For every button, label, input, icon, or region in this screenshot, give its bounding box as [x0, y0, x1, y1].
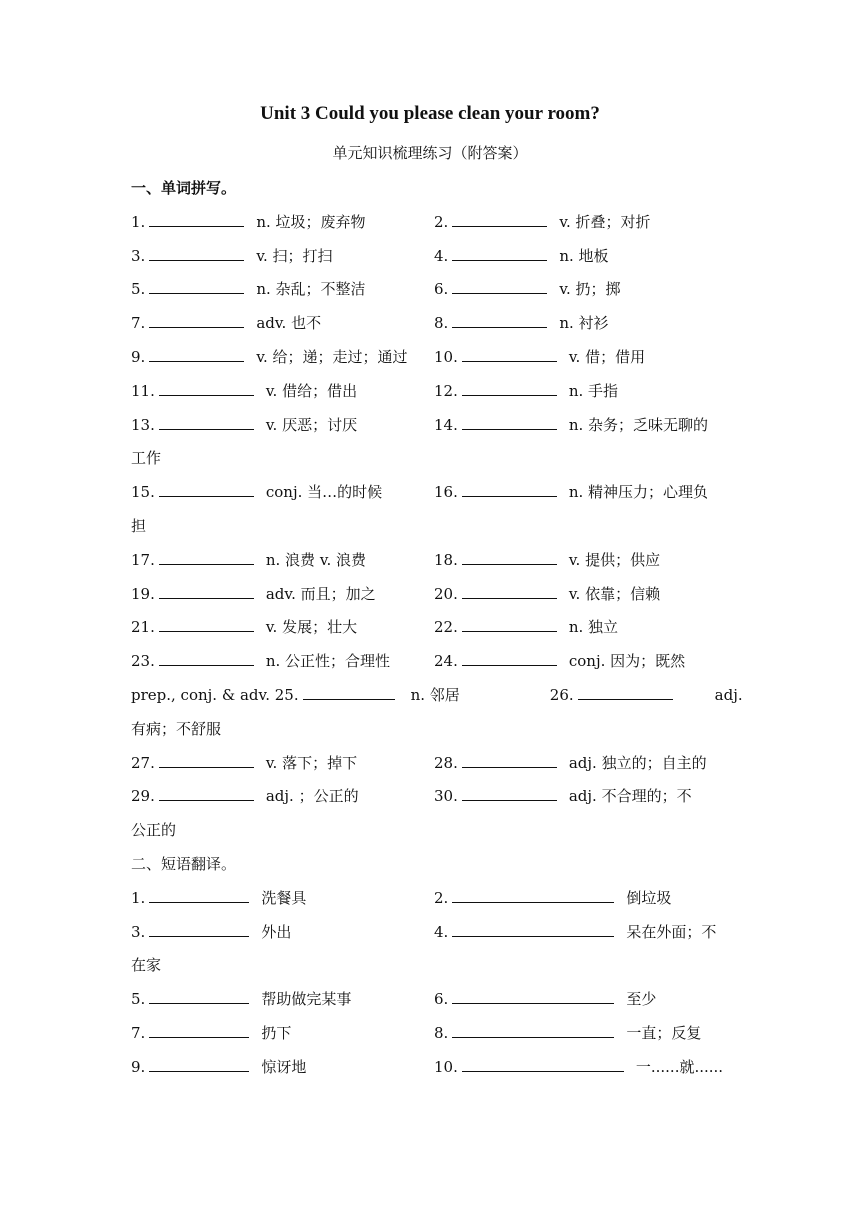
phrase-number: 9. — [131, 1057, 146, 1076]
phrase-answer-blank[interactable] — [452, 988, 614, 1004]
spelling-row — [131, 548, 731, 572]
spelling-definition: adj. 不合理的；不 — [568, 787, 692, 806]
spelling-answer-blank[interactable] — [159, 414, 254, 430]
spelling-row — [131, 277, 731, 301]
spelling-continuation: 公正的 — [131, 821, 177, 840]
phrase-number: 8. — [434, 1024, 449, 1042]
spelling-item — [131, 480, 382, 504]
spelling-item — [131, 548, 366, 572]
spelling-number: 9. — [131, 348, 146, 366]
spelling-number: 8. — [434, 314, 449, 333]
phrase-number: 10. — [434, 1057, 458, 1076]
phrase-row — [131, 1021, 731, 1045]
spelling-definition: n. 杂务；乏味无聊的 — [568, 415, 709, 434]
spelling-answer-blank[interactable] — [462, 481, 557, 497]
phrase-number: 2. — [434, 888, 449, 907]
spelling-definition: n. 杂乱；不整洁 — [256, 280, 366, 299]
spelling-item — [434, 784, 692, 808]
spelling-item — [434, 277, 621, 301]
phrase-item — [131, 920, 291, 944]
spelling-item — [434, 311, 609, 335]
phrase-number: 7. — [131, 1024, 146, 1042]
phrase-row — [131, 987, 731, 1011]
spelling-item — [434, 244, 609, 268]
spelling-definition: adj. 独立的；自主的 — [568, 753, 707, 772]
spelling-answer-blank[interactable] — [149, 211, 244, 227]
spelling-number: prep., conj. & adv. 25. — [131, 686, 299, 704]
spelling-answer-blank[interactable] — [452, 211, 547, 227]
spelling-item — [131, 210, 366, 234]
spelling-item — [434, 615, 618, 639]
spelling-item — [434, 413, 708, 437]
spelling-number: 30. — [434, 787, 458, 806]
spelling-number: 2. — [434, 212, 449, 231]
spelling-answer-blank[interactable] — [159, 752, 254, 768]
spelling-answer-blank[interactable] — [462, 583, 557, 599]
spelling-definition: n. 浪费 v. 浪费 — [265, 550, 367, 569]
spelling-item — [434, 751, 707, 775]
spelling-number: 21. — [131, 618, 155, 637]
phrase-answer-blank[interactable] — [452, 1022, 614, 1038]
spelling-item — [434, 379, 618, 403]
phrase-answer-blank[interactable] — [149, 887, 249, 903]
spelling-number: 4. — [434, 246, 449, 265]
spelling-answer-blank[interactable] — [462, 380, 557, 396]
spelling-row — [131, 345, 731, 369]
spelling-definition: n. 垃圾；废弃物 — [256, 212, 366, 231]
spelling-answer-blank[interactable] — [452, 245, 547, 261]
spelling-definition: adv. 而且；加之 — [265, 584, 376, 603]
spelling-row — [131, 582, 731, 606]
spelling-definition: v. 给；递；走过；通过 — [256, 348, 408, 366]
spelling-row — [131, 615, 731, 639]
spelling-definition: v. 提供；供应 — [568, 550, 661, 569]
spelling-row — [131, 649, 731, 673]
phrase-item — [131, 1055, 306, 1079]
spelling-row — [131, 683, 743, 707]
phrase-answer-blank[interactable] — [452, 887, 614, 903]
spelling-answer-blank[interactable] — [578, 684, 673, 700]
spelling-item — [131, 784, 359, 808]
spelling-item — [131, 277, 366, 301]
phrase-row — [131, 886, 731, 910]
phrase-continuation: 在家 — [131, 956, 162, 975]
spelling-number: 28. — [434, 753, 458, 772]
spelling-item — [434, 582, 660, 606]
phrase-item — [131, 987, 351, 1011]
spelling-number: 13. — [131, 415, 155, 434]
phrase-definition: 洗餐具 — [261, 888, 307, 907]
spelling-number: 14. — [434, 415, 458, 434]
spelling-item — [131, 683, 743, 707]
phrase-definition: 倒垃圾 — [626, 888, 672, 907]
spelling-item — [434, 649, 685, 673]
spelling-definition: v. 扔；掷 — [559, 280, 621, 299]
phrase-row — [131, 1055, 731, 1079]
spelling-answer-blank[interactable] — [149, 312, 244, 328]
phrase-number: 3. — [131, 922, 146, 941]
spelling-answer-blank[interactable] — [303, 684, 395, 700]
spelling-definition: conj. 因为；既然 — [568, 652, 686, 671]
phrase-definition: 帮助做完某事 — [261, 990, 352, 1009]
spelling-item — [434, 480, 708, 504]
spelling-row — [131, 480, 731, 504]
phrase-answer-blank[interactable] — [149, 921, 249, 937]
phrase-item — [434, 987, 656, 1011]
spelling-answer-blank[interactable] — [462, 785, 557, 801]
spelling-number: 23. — [131, 652, 155, 671]
phrase-definition: 外出 — [261, 922, 292, 941]
phrase-answer-blank[interactable] — [462, 1056, 624, 1072]
spelling-answer-blank[interactable] — [462, 650, 557, 666]
spelling-answer-blank[interactable] — [462, 616, 557, 632]
spelling-row — [131, 244, 731, 268]
spelling-item — [131, 413, 357, 437]
spelling-item — [131, 649, 390, 673]
spelling-answer-blank[interactable] — [462, 752, 557, 768]
spelling-answer-blank[interactable] — [149, 346, 244, 362]
spelling-item — [131, 311, 321, 335]
spelling-row — [131, 784, 731, 808]
section-heading-spelling: 一、单词拼写。 — [131, 179, 237, 197]
spelling-definition: adj. — [714, 686, 743, 704]
spelling-row — [131, 379, 731, 403]
spelling-number: 10. — [434, 348, 458, 366]
spelling-definition: v. 借；借用 — [568, 348, 646, 366]
spelling-answer-blank[interactable] — [159, 616, 254, 632]
spelling-item — [131, 751, 357, 775]
spelling-definition: adj. ；公正的 — [265, 787, 359, 806]
page-title: Unit 3 Could you please clean your room? — [260, 103, 600, 124]
spelling-continuation: 担 — [131, 517, 147, 535]
spelling-answer-blank[interactable] — [462, 414, 557, 430]
spelling-number: 3. — [131, 246, 146, 265]
spelling-answer-blank[interactable] — [159, 549, 254, 565]
spelling-definition: conj. 当…的时候 — [265, 483, 383, 502]
spelling-answer-blank[interactable] — [159, 380, 254, 396]
phrase-answer-blank[interactable] — [149, 988, 249, 1004]
spelling-number: 17. — [131, 550, 155, 569]
spelling-definition: v. 折叠；对折 — [559, 212, 651, 231]
spelling-row — [131, 514, 731, 538]
phrase-answer-blank[interactable] — [452, 921, 614, 937]
spelling-row — [131, 446, 731, 470]
spelling-row — [131, 751, 731, 775]
spelling-item — [131, 379, 357, 403]
spelling-answer-blank[interactable] — [159, 650, 254, 666]
spelling-definition: n. 地板 — [559, 246, 609, 265]
spelling-number: 7. — [131, 314, 146, 333]
spelling-definition: n. 手指 — [568, 381, 619, 400]
phrase-number: 4. — [434, 922, 449, 941]
spelling-answer-blank[interactable] — [462, 346, 557, 362]
spelling-number: 22. — [434, 618, 458, 637]
spelling-row — [131, 413, 731, 437]
spelling-continuation: 有病；不舒服 — [131, 719, 222, 738]
spelling-number: 5. — [131, 280, 146, 299]
phrase-row — [131, 920, 731, 944]
phrase-item — [434, 1055, 723, 1079]
phrase-item — [434, 1021, 701, 1045]
spelling-row — [131, 311, 731, 335]
spelling-answer-blank[interactable] — [159, 481, 254, 497]
spelling-answer-blank[interactable] — [159, 583, 254, 599]
spelling-answer-blank[interactable] — [452, 312, 547, 328]
phrase-definition: 一直；反复 — [626, 1024, 702, 1042]
spelling-definition: v. 发展；壮大 — [265, 618, 358, 637]
spelling-answer-blank[interactable] — [452, 278, 547, 294]
phrase-answer-blank[interactable] — [149, 1056, 249, 1072]
phrase-number: 6. — [434, 990, 449, 1009]
spelling-answer-blank[interactable] — [149, 245, 244, 261]
phrase-item — [434, 920, 716, 944]
spelling-answer-blank[interactable] — [149, 278, 244, 294]
spelling-item — [131, 345, 408, 369]
spelling-answer-blank[interactable] — [462, 549, 557, 565]
phrase-definition: 一......就...... — [635, 1057, 724, 1076]
phrase-item — [131, 886, 306, 910]
spelling-number: 18. — [434, 550, 458, 569]
spelling-definition: v. 落下；掉下 — [265, 753, 358, 772]
spelling-number: 27. — [131, 753, 155, 772]
spelling-item — [434, 210, 651, 234]
spelling-number: 1. — [131, 212, 146, 231]
spelling-definition: n. 独立 — [568, 618, 619, 637]
phrase-row — [131, 953, 731, 977]
spelling-item — [434, 345, 645, 369]
phrase-item — [434, 886, 671, 910]
spelling-row — [131, 717, 731, 741]
spelling-answer-blank[interactable] — [159, 785, 254, 801]
spelling-definition: v. 扫；打扫 — [256, 246, 333, 265]
section-heading-phrases: 二、短语翻译。 — [131, 855, 237, 873]
spelling-continuation: 工作 — [131, 449, 162, 468]
spelling-number: 6. — [434, 280, 449, 299]
spelling-item — [434, 548, 660, 572]
spelling-number: 29. — [131, 787, 155, 806]
spelling-row — [131, 818, 731, 842]
phrase-answer-blank[interactable] — [149, 1022, 249, 1038]
spelling-number: 12. — [434, 381, 458, 400]
phrase-definition: 惊讶地 — [261, 1057, 307, 1076]
phrase-definition: 扔下 — [261, 1024, 292, 1042]
spelling-number: 20. — [434, 584, 458, 603]
spelling-item — [131, 244, 333, 268]
spelling-definition: n. 邻居 — [410, 686, 460, 704]
spelling-definition: n. 公正性；合理性 — [265, 652, 391, 671]
spelling-item — [131, 582, 376, 606]
spelling-definition: v. 依靠；信赖 — [568, 584, 661, 603]
phrase-item — [131, 1021, 291, 1045]
phrase-definition: 至少 — [626, 990, 657, 1009]
spelling-definition: v. 厌恶；讨厌 — [265, 415, 358, 434]
spelling-number: 15. — [131, 483, 155, 502]
phrase-number: 5. — [131, 990, 146, 1009]
spelling-number: 16. — [434, 483, 458, 502]
spelling-number: 19. — [131, 584, 155, 603]
page-subtitle: 单元知识梳理练习（附答案） — [332, 144, 528, 162]
phrase-number: 1. — [131, 888, 146, 907]
spelling-row — [131, 210, 731, 234]
phrase-definition: 呆在外面；不 — [626, 922, 717, 941]
spelling-definition: adv. 也不 — [256, 314, 322, 333]
spelling-definition: v. 借给；借出 — [265, 381, 358, 400]
spelling-number: 24. — [434, 652, 458, 671]
spelling-number: 11. — [131, 381, 155, 400]
spelling-item — [131, 615, 357, 639]
spelling-definition: n. 精神压力；心理负 — [568, 483, 709, 502]
spelling-number: 26. — [549, 686, 574, 704]
spelling-definition: n. 衬衫 — [559, 314, 609, 333]
